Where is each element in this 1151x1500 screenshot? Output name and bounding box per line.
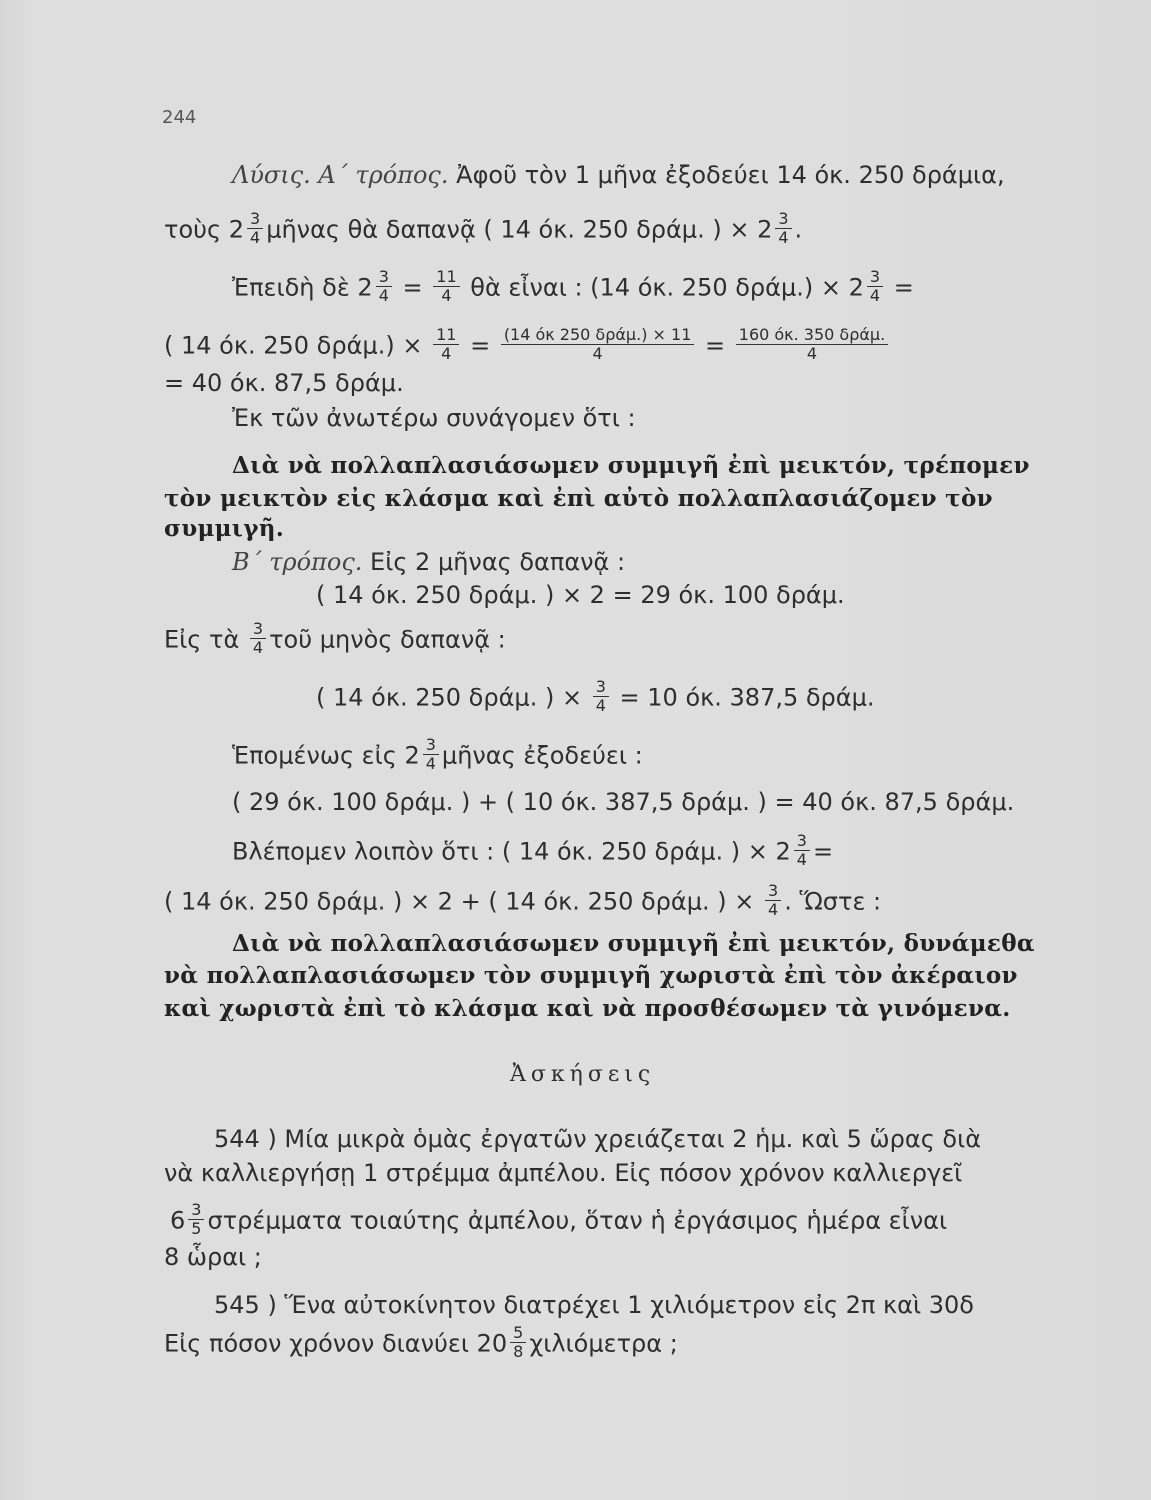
frac-num: 11 (433, 326, 459, 345)
rule-2-line-2: νὰ πολλαπλασιάσωμεν τὸν συμμιγῆ χωριστὰ ἐπὶ τὸν ἀκέραιον (164, 962, 1018, 989)
line-2-c: . (794, 215, 803, 244)
rule-1-line-2: τὸν μεικτὸν εἰς κλάσμα καὶ ἐπὶ αὐτὸ πολλαπλασιάζομεν τὸν (164, 485, 993, 512)
b-line-6 (232, 831, 834, 871)
equals: = (893, 273, 914, 302)
method-b-label: Β΄ τρόπος. (232, 548, 363, 576)
b-line-3 (316, 677, 875, 717)
frac-num: 3 (765, 882, 781, 901)
fraction-3-4 (593, 678, 609, 715)
equals: = (812, 837, 834, 866)
b-line-7-b: . Ὥστε : (784, 887, 882, 916)
line-5: = 40 όκ. 87,5 δράμ. (164, 369, 404, 397)
line-2-b: μῆνας θὰ δαπανᾷ ( 14 όκ. 250 δράμ. ) × 2 (266, 215, 773, 244)
frac-num: 3 (775, 210, 791, 229)
line-4-a: ( 14 όκ. 250 δράμ.) × (164, 331, 423, 360)
b-line-7 (164, 881, 882, 921)
exercises-heading: Ἀσκήσεις (510, 1062, 656, 1087)
exercise-545-line-2 (164, 1323, 678, 1363)
frac-den: 5 (191, 1219, 202, 1238)
solution-label: Λύσις. Α΄ τρόπος. (232, 161, 449, 189)
b-line-3-b: = 10 όκ. 387,5 δράμ. (619, 683, 875, 712)
frac-den: 4 (778, 228, 789, 247)
equals: = (705, 331, 726, 360)
b-line-5: ( 29 όκ. 100 δράμ. ) + ( 10 όκ. 387,5 δράμ. ) = 40 όκ. 87,5 δράμ. (232, 788, 1015, 816)
fraction-3-4 (775, 210, 791, 247)
frac-num: 11 (433, 268, 459, 287)
exercise-544-line-4: 8 ὧραι ; (164, 1243, 262, 1271)
frac-num: 3 (867, 268, 883, 287)
fraction-3-4 (247, 210, 263, 247)
line-4 (164, 325, 891, 365)
frac-num: (14 όκ 250 δράμ.) × 11 (501, 326, 695, 345)
exercise-544-line-2: νὰ καλλιεργήσῃ 1 στρέμμα ἀμπέλου. Εἰς πόσον χρόνον καλλιεργεῖ (164, 1159, 963, 1187)
frac-den: 4 (441, 344, 452, 363)
method-b-text: Εἰς 2 μῆνας δαπανᾷ : (370, 548, 626, 576)
frac-num: 3 (376, 268, 392, 287)
fraction-3-4 (794, 832, 810, 869)
frac-num: 5 (510, 1324, 526, 1343)
ex-544-l3-b: στρέμματα τοιαύτης ἀμπέλου, ὅταν ἡ ἐργάσιμος ἡμέρα εἶναι (207, 1206, 948, 1235)
fraction-3-4 (423, 736, 439, 773)
b-line-2 (164, 619, 506, 659)
line-3-b: θὰ εἶναι : (14 όκ. 250 δράμ.) × 2 (470, 273, 864, 302)
frac-den: 4 (441, 286, 452, 305)
ex-545-l2-b: χιλιόμετρα ; (529, 1329, 678, 1358)
equals: = (402, 273, 423, 302)
frac-num: 160 όκ. 350 δράμ. (736, 326, 888, 345)
line-1 (232, 160, 1005, 190)
rule-2-line-3: καὶ χωριστὰ ἐπὶ τὸ κλάσμα καὶ νὰ προσθέσωμεν τὰ γινόμενα. (164, 995, 1011, 1022)
fraction-3-4 (376, 268, 392, 305)
b-line-1: ( 14 όκ. 250 δράμ. ) × 2 = 29 όκ. 100 δράμ. (316, 581, 845, 609)
line-2 (164, 209, 803, 249)
frac-num: 3 (794, 832, 810, 851)
frac-num: 3 (423, 736, 439, 755)
fraction-3-4 (867, 268, 883, 305)
exercise-544-line-3 (170, 1200, 948, 1240)
frac-den: 4 (250, 228, 261, 247)
b-line-4-a: Ἑπομένως εἰς 2 (232, 741, 420, 770)
fraction-3-4 (765, 882, 781, 919)
fraction-5-8 (510, 1324, 526, 1361)
fraction-big-1 (501, 326, 695, 363)
frac-den: 4 (796, 850, 807, 869)
frac-num: 3 (247, 210, 263, 229)
frac-den: 4 (768, 900, 779, 919)
fraction-11-4 (433, 268, 459, 305)
b-line-4 (232, 735, 643, 775)
frac-den: 4 (592, 344, 603, 363)
line-1-text: Ἀφοῦ τὸν 1 μῆνα ἐξοδεύει 14 όκ. 250 δράμια, (456, 161, 1005, 189)
frac-den: 4 (869, 286, 881, 305)
fraction-3-5 (188, 1201, 204, 1238)
fraction-3-4 (250, 620, 266, 657)
line-3-a: Ἐπειδὴ δὲ 2 (232, 273, 373, 302)
b-line-2-b: τοῦ μηνὸς δαπανᾷ : (269, 625, 506, 654)
b-line-4-b: μῆνας ἐξοδεύει : (441, 741, 643, 770)
exercise-545-line-1: 545 ) Ἕνα αὐτοκίνητον διατρέχει 1 χιλιόμετρον εἰς 2π καὶ 30δ (214, 1291, 974, 1319)
frac-num: 3 (593, 678, 609, 697)
rule-1-line-1: Διὰ νὰ πολλαπλασιάσωμεν συμμιγῆ ἐπὶ μεικτόν, τρέπομεν (232, 452, 1030, 479)
rule-2-line-1: Διὰ νὰ πολλαπλασιάσωμεν συμμιγῆ ἐπὶ μεικτόν, δυνάμεθα (232, 930, 1035, 957)
fraction-11-4 (433, 326, 459, 363)
b-line-2-a: Εἰς τὰ (164, 625, 240, 654)
frac-den: 4 (378, 286, 389, 305)
frac-den: 8 (513, 1342, 524, 1361)
equals: = (470, 331, 491, 360)
line-6: Ἐκ τῶν ἀνωτέρω συνάγομεν ὅτι : (232, 404, 636, 432)
line-2-a: τοὺς 2 (164, 215, 245, 244)
frac-num: 3 (188, 1201, 204, 1220)
exercise-544-line-1: 544 ) Μία μικρὰ ὁμὰς ἐργατῶν χρειάζεται 2 ἡμ. καὶ 5 ὥρας διὰ (214, 1125, 982, 1153)
method-b-line (232, 547, 625, 577)
ex-545-l2-a: Εἰς πόσον χρόνον διανύει 20 (164, 1329, 508, 1358)
ex-544-l3-a: 6 (170, 1206, 186, 1235)
page-number: 244 (162, 107, 197, 128)
b-line-6-a: Βλέπομεν λοιπὸν ὅτι : ( 14 όκ. 250 δράμ. ) × 2 (232, 837, 791, 866)
frac-den: 4 (806, 344, 818, 363)
fraction-big-2 (736, 326, 888, 363)
frac-num: 3 (250, 620, 266, 639)
frac-den: 4 (595, 696, 606, 715)
line-3 (232, 267, 914, 307)
b-line-7-a: ( 14 όκ. 250 δράμ. ) × 2 + ( 14 όκ. 250 δράμ. ) × (164, 887, 755, 916)
rule-1-line-3: συμμιγῆ. (164, 515, 285, 542)
frac-den: 4 (425, 754, 436, 773)
b-line-3-a: ( 14 όκ. 250 δράμ. ) × (316, 683, 583, 712)
frac-den: 4 (252, 638, 264, 657)
